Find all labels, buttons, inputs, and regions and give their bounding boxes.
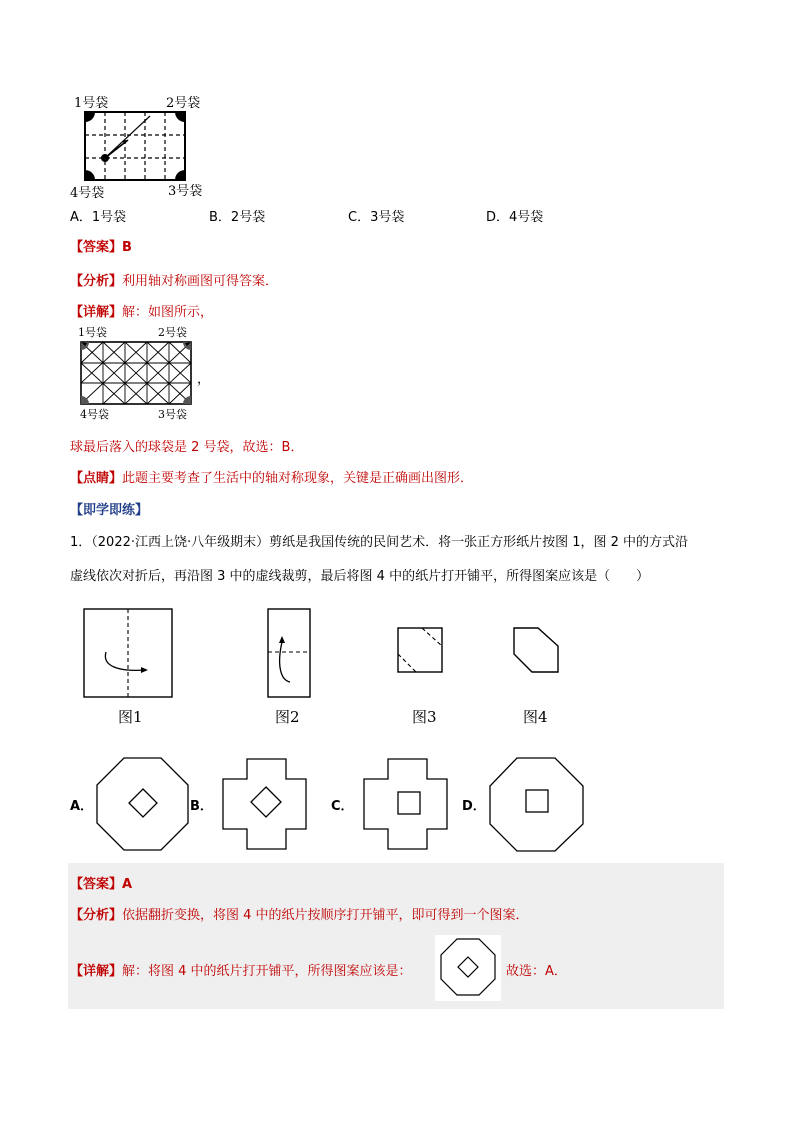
analysis-tag: 【分析】 (70, 274, 123, 289)
detail1-end: 故选：A． (506, 964, 567, 979)
fig4-label: 图4 (523, 708, 548, 726)
section-title (70, 499, 148, 518)
detail-line-1 (70, 960, 412, 979)
comment-tag: 【点睛】 (70, 471, 123, 486)
comment-line-0 (70, 467, 473, 486)
answer-tag: 【答案】 (70, 240, 123, 255)
choice-b-label[interactable]: B． (190, 799, 213, 814)
fold-figures (80, 604, 580, 728)
answer-line-1 (70, 873, 132, 892)
analysis-text: 利用轴对称画图可得答案． (122, 274, 279, 289)
fig2-label: 图2 (275, 708, 300, 726)
solution-comma: ， (197, 372, 211, 387)
option-c[interactable]: C．3号袋 (348, 210, 405, 225)
choice-a-label[interactable]: A． (70, 799, 94, 814)
answer-value: B (122, 240, 132, 255)
fig3-label: 图3 (412, 708, 437, 726)
answer1-value: A (122, 877, 133, 892)
choice-c-label[interactable]: C． (331, 799, 354, 814)
fold-figures-svg (80, 604, 580, 704)
question1-text-2: 虚线依次对折后，再沿图 3 中的虚线裁剪，最后将图 4 中的纸片打开铺平，所得图案应该是（ ） (70, 569, 650, 584)
detail-tag: 【详解】 (70, 305, 123, 320)
fig1-label: 图1 (118, 708, 143, 726)
billiard-diagram-solution (72, 322, 212, 422)
bag1-label: 1号袋 (74, 96, 109, 111)
option-d[interactable]: D．4号袋 (486, 210, 544, 225)
conclusion-text: 球最后落入的球袋是 2 号袋，故选：B． (70, 440, 304, 455)
solution-bag1-label: 1号袋 (78, 326, 107, 339)
question1-line2 (70, 565, 649, 584)
answer-panel (68, 863, 724, 1009)
analysis-line-0 (70, 270, 278, 289)
answer-octagon-svg (435, 935, 501, 1001)
comment-text: 此题主要考查了生活中的轴对称现象，关键是正确画出图形． (122, 471, 474, 486)
bag2-label: 2号袋 (166, 96, 201, 111)
detail1-tag: 【详解】 (70, 964, 123, 979)
analysis1-text: 依据翻折变换，将图 4 中的纸片按顺序打开铺平，即可得到一个图案． (122, 908, 529, 923)
choice-figures-svg (70, 755, 600, 855)
section-title-text: 【即学即练】 (70, 503, 149, 518)
solution-bag3-label: 3号袋 (158, 408, 187, 421)
bag4-label: 4号袋 (70, 186, 105, 201)
answer1-tag: 【答案】 (70, 877, 123, 892)
choice-figures (70, 755, 600, 855)
question1-line1 (70, 531, 688, 550)
answer-octagon-image (435, 935, 501, 1001)
detail-text: 解：如图所示， (122, 305, 214, 320)
bag3-label: 3号袋 (168, 184, 203, 199)
choice-d-label[interactable]: D． (462, 799, 486, 814)
solution-bag2-label: 2号袋 (158, 326, 187, 339)
question1-text-1: 1．（2022·江西上饶·八年级期末）剪纸是我国传统的民间艺术．将一张正方形纸片按图 1，图 2 中的方式沿 (70, 535, 689, 550)
option-b[interactable]: B．2号袋 (209, 210, 266, 225)
detail1-text: 解：将图 4 中的纸片打开铺平，所得图案应该是： (122, 964, 412, 979)
detail-line-0 (70, 301, 213, 320)
option-a[interactable]: A．1号袋 (70, 210, 127, 225)
billiard-diagram-top (68, 92, 208, 201)
analysis-line-1 (70, 904, 529, 923)
conclusion-line-0 (70, 436, 303, 455)
solution-bag4-label: 4号袋 (80, 408, 109, 421)
answer-line-0 (70, 236, 132, 255)
analysis1-tag: 【分析】 (70, 908, 123, 923)
